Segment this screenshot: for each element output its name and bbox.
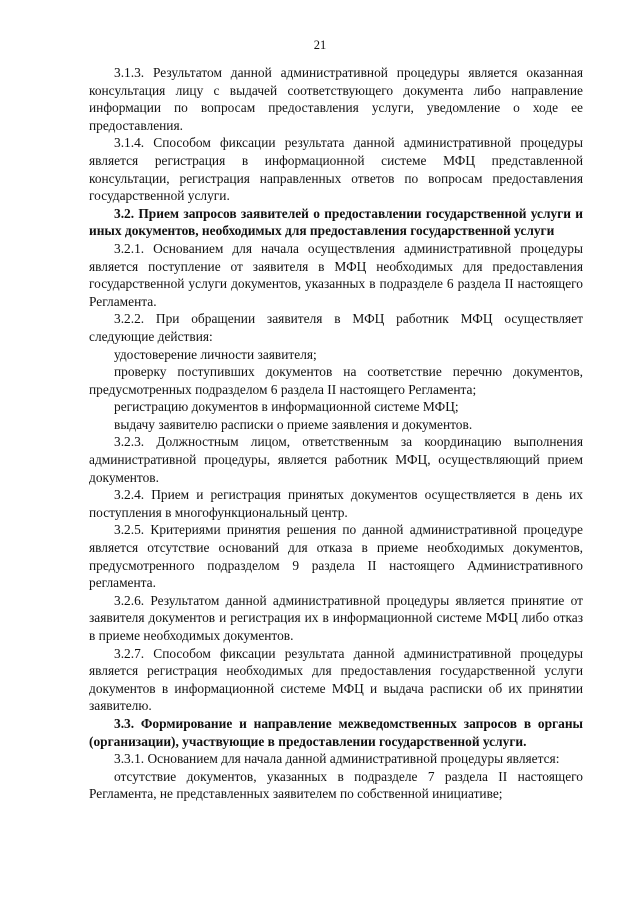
list-item: выдачу заявителю расписки о приеме заявления и документов. [114,416,473,432]
section-heading-3-3: 3.3. Формирование и направление межведомственных запросов в органы (организации), участвующие в предоставлении государственной услуги. [89,715,583,749]
paragraph-3-2-7: 3.2.7. Способом фиксации результата данной административной процедуры является регистрация необходимых для предоставления государственной услуги документов в информационной системе МФЦ и выдача расписки об их принятии заявителю. [89,645,583,714]
paragraph-3-2-1: 3.2.1. Основанием для начала осуществления административной процедуры является поступление от заявителя в МФЦ необходимых для предоставления государственной услуги документов, указанных в подразделе 6 раздела II настоящего Регламента. [89,240,583,309]
paragraph-3-2-2: 3.2.2. При обращении заявителя в МФЦ работник МФЦ осуществляет следующие действия: [89,311,583,344]
list-item: отсутствие документов, указанных в подразделе 7 раздела II настоящего Регламента, не представленных заявителем по собственной инициативе; [89,768,583,802]
list-item: регистрацию документов в информационной системе МФЦ; [114,399,459,415]
paragraph-3-2-5: 3.2.5. Критериями принятия решения по данной административной процедуре является отсутствие оснований для отказа в приеме необходимых документов, предусмотренного подразделом 9 раздела II настоящего Административного регламента. [89,522,583,591]
paragraph-3-2-3: 3.2.3. Должностным лицом, ответственным за координацию выполнения административной процедуры, является работник МФЦ, осуществляющий прием документов. [89,434,583,485]
paragraph-3-2-4: 3.2.4. Прием и регистрация принятых документов осуществляется в день их поступления в многофункциональный центр. [89,487,583,520]
paragraph-3-3-1: 3.3.1. Основанием для начала данной административной процедуры является: [114,751,560,767]
list-item: удостоверение личности заявителя; [114,346,317,362]
document-body [89,64,583,803]
section-heading-3-2: 3.2. Прием запросов заявителей о предоставлении государственной услуги и иных документов, необходимых для предоставления государственной услуги [89,205,583,239]
page-number: 21 [313,38,327,52]
list-item: проверку поступивших документов на соответствие перечню документов, предусмотренных подразделом 6 раздела II настоящего Регламента; [89,364,583,397]
paragraph-3-1-3: 3.1.3. Результатом данной административной процедуры является оказанная консультация лицу с выдачей соответствующего документа либо направление информации по вопросам предоставления услуги, уведомление о ходе ее предоставления. [89,65,583,133]
paragraph-3-1-4: 3.1.4. Способом фиксации результата данной административной процедуры является регистрация в информационной системе МФЦ представленной консультации, регистрация направленных ответов по вопросам предоставления государственной услуги. [89,135,583,204]
paragraph-3-2-6: 3.2.6. Результатом данной административной процедуры является принятие от заявителя документов и регистрация их в информационной системе МФЦ либо отказ в приеме необходимых документов. [89,592,583,643]
